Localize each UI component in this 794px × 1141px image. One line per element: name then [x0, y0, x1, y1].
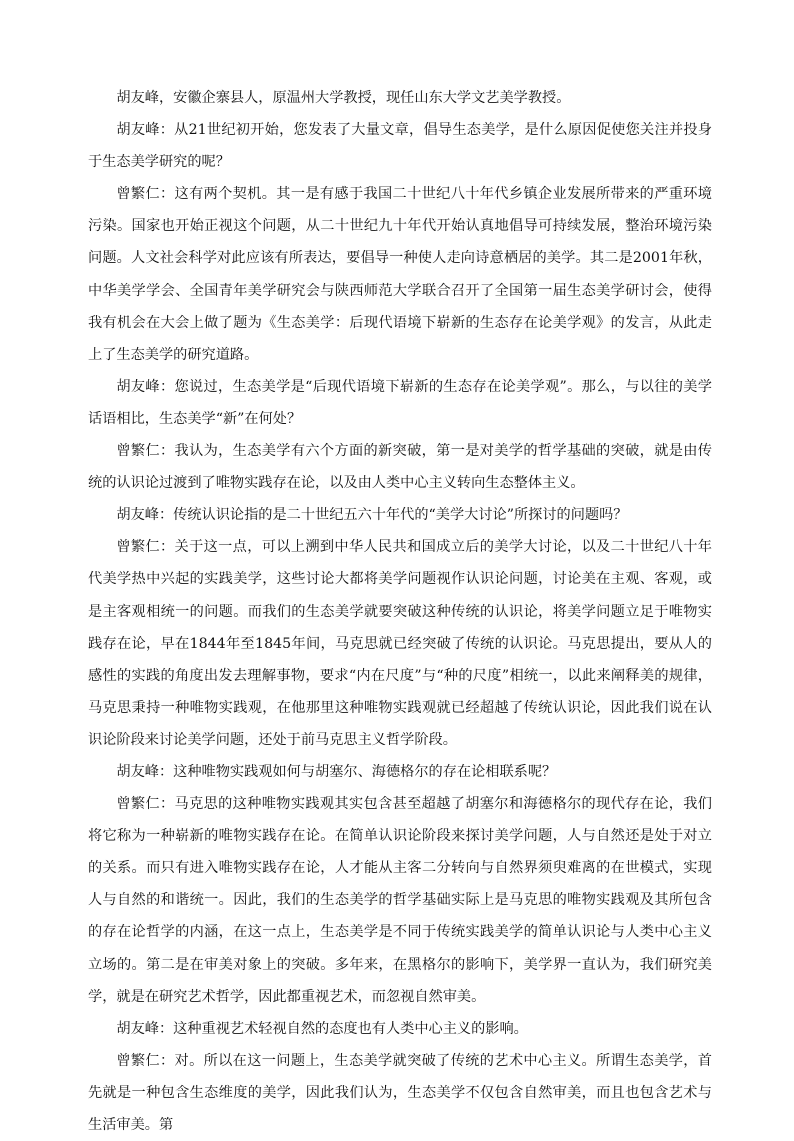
paragraph-question-art-over-nature: 胡友峰：这种重视艺术轻视自然的态度也有人类中心主义的影响。 [116, 1020, 528, 1037]
paragraph-question-husserl-heidegger: 胡友峰：这种唯物实践观如何与胡塞尔、海德格尔的存在论相联系呢？ [116, 763, 557, 780]
paragraph-answer-practice-ontology: 曾繁仁：马克思的这种唯物实践观其实包含甚至超越了胡塞尔和海德格尔的现代存在论，我们将它称为一种崭新的唯物实践存在论。在简单认识论阶段来探讨美学问题，人与自然还是处于对立的关系。而只有进入唯物实践存在论，人才能从主客二分转向与自然界须臾难离的在世模式，实现人与自然的和谐统一。因此，我们的生态美学的哲学基础实际上是马克思的唯物实践观及其所包含的存在论哲学的内涵，在这一点上，生态美学是不同于传统实践美学的简单认识论与人类中心主义立场的。第二是在审美对象上的突破。多年来，在黑格尔的影响下，美学界一直认为，我们研究美学，就是在研究艺术哲学，因此都重视艺术，而忽视自然审美。 [88, 796, 712, 1005]
paragraph-author-intro: 胡友峰，安徽企寨县人，原温州大学教授，现任山东大学文艺美学教授。 [116, 90, 571, 106]
paragraph-question-traditional-epistemology: 胡友峰：传统认识论指的是二十世纪五六十年代的“美学大讨论”所探讨的问题吗？ [116, 507, 628, 524]
paragraph-answer-two-opportunities: 曾繁仁：这有两个契机。其一是有感于我国二十世纪八十年代乡镇企业发展所带来的严重环境污染。国家也开始正视这个问题，从二十世纪九十年代开始认真地倡导可持续发展，整治环境污染问题。人文社会科学对此应该有所表达，要倡导一种使人走向诗意栖居的美学。其二是2001年秋，中华美学学会、全国青年美学研究会与陕西师范大学联合召开了全国第一届生态美学研讨会，使得我有机会在大会上做了题为《生态美学：后现代语境下崭新的生态存在论美学观》的发言，从此走上了生态美学的研究道路。 [88, 186, 712, 363]
document-body [88, 82, 712, 1141]
paragraph-answer-six-breakthroughs: 曾繁仁：我认为，生态美学有六个方面的新突破，第一是对美学的哲学基础的突破，就是由传统的认识论过渡到了唯物实践存在论，以及由人类中心主义转向生态整体主义。 [88, 443, 712, 492]
paragraph-answer-marx-practice: 曾繁仁：关于这一点，可以上溯到中华人民共和国成立后的美学大讨论，以及二十世纪八十年代美学热中兴起的实践美学，这些讨论大都将美学问题视作认识论问题，讨论美在主观、客观，或是主客观相统一的问题。而我们的生态美学就要突破这种传统的认识论，将美学问题立足于唯物实践存在论，早在1844年至1845年间，马克思就已经突破了传统的认识论。马克思提出，要从人的感性的实践的角度出发去理解事物，要求“内在尺度”与“种的尺度”相统一，以此来阐释美的规律，马克思秉持一种唯物实践观，在他那里这种唯物实践观就已经超越了传统认识论，因此我们说在认识论阶段来讨论美学问题，还处于前马克思主义哲学阶段。 [88, 539, 712, 748]
paragraph-answer-ecological-dimension: 曾繁仁：对。所以在这一问题上，生态美学就突破了传统的艺术中心主义。所谓生态美学，首先就是一种包含生态维度的美学，因此我们认为，生态美学不仅包含自然审美，而且也包含艺术与生活审美。第 [88, 1052, 712, 1133]
paragraph-question-whats-new: 胡友峰：您说过，生态美学是“后现代语境下崭新的生态存在论美学观”。那么，与以往的美学话语相比，生态美学“新”在何处？ [88, 378, 712, 427]
paragraph-question-motivation: 胡友峰：从21世纪初开始，您发表了大量文章，倡导生态美学，是什么原因促使您关注并投身于生态美学研究的呢？ [88, 122, 712, 171]
